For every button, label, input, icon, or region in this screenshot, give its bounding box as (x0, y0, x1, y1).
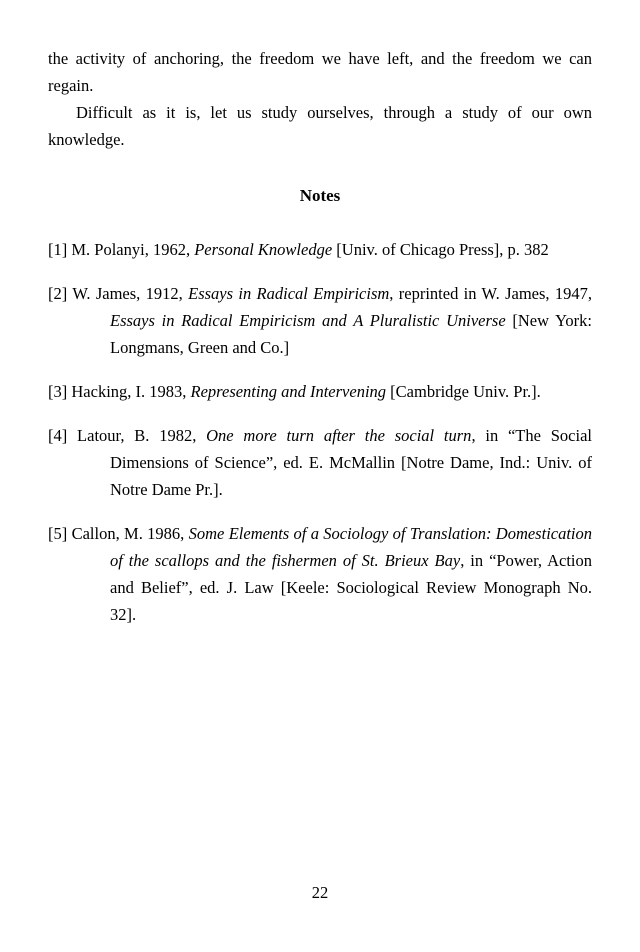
note-title-italic: Essays in Radical Empiricism (188, 284, 390, 303)
note-label: [3] (48, 382, 68, 401)
note-label: [5] (48, 524, 68, 543)
note-text: Hacking, I. 1983, (71, 382, 191, 401)
note-item (48, 280, 592, 361)
note-text: , in “The Social Dimensions of Science”, ed. E. McMallin [Notre Dame, Ind.: Univ. of Notre Dame Pr.]. (110, 426, 592, 499)
note-text: [Univ. of Chicago Press], p. 382 (332, 240, 549, 259)
note-title-italic: One more turn after the social turn (206, 426, 472, 445)
note-text: M. Polanyi, 1962, (71, 240, 195, 259)
note-item (48, 378, 592, 405)
note-label: [2] (48, 284, 68, 303)
notes-heading: Notes (299, 186, 341, 205)
body-paragraph: the activity of anchoring, the freedom we have left, and the freedom we can regain. (48, 49, 592, 95)
note-text: , reprinted in W. James, 1947, (389, 284, 592, 303)
note-text: , in “Power, Action and Belief”, ed. J. Law [Keele: Sociological Review Monograph No. 32]. (110, 551, 593, 624)
note-item (48, 520, 592, 628)
note-text: [New York: Longmans, Green and Co.] (110, 311, 592, 357)
note-label: [4] (48, 426, 68, 445)
note-text: W. James, 1912, (72, 284, 189, 303)
note-text: [Cambridge Univ. Pr.]. (386, 382, 541, 401)
text-block (48, 45, 592, 628)
note-title-italic: Some Elements of a Sociology of Translation: Domestication of the scallops and the fishermen of St. Brieux Bay (110, 524, 593, 570)
notes-list (48, 236, 592, 628)
note-item (48, 236, 592, 263)
note-text: Latour, B. 1982, (77, 426, 207, 445)
note-title-italic: Essays in Radical Empiricism and A Pluralistic Universe (110, 311, 506, 330)
note-title-italic: Representing and Intervening (190, 382, 387, 401)
note-title-italic: Personal Knowledge (194, 240, 333, 259)
body-paragraph: Difficult as it is, let us study ourselves, through a study of our own knowledge. (48, 103, 592, 149)
page-number: 22 (311, 883, 329, 902)
note-text: Callon, M. 1986, (71, 524, 189, 543)
note-label: [1] (48, 240, 68, 259)
note-item (48, 422, 592, 503)
